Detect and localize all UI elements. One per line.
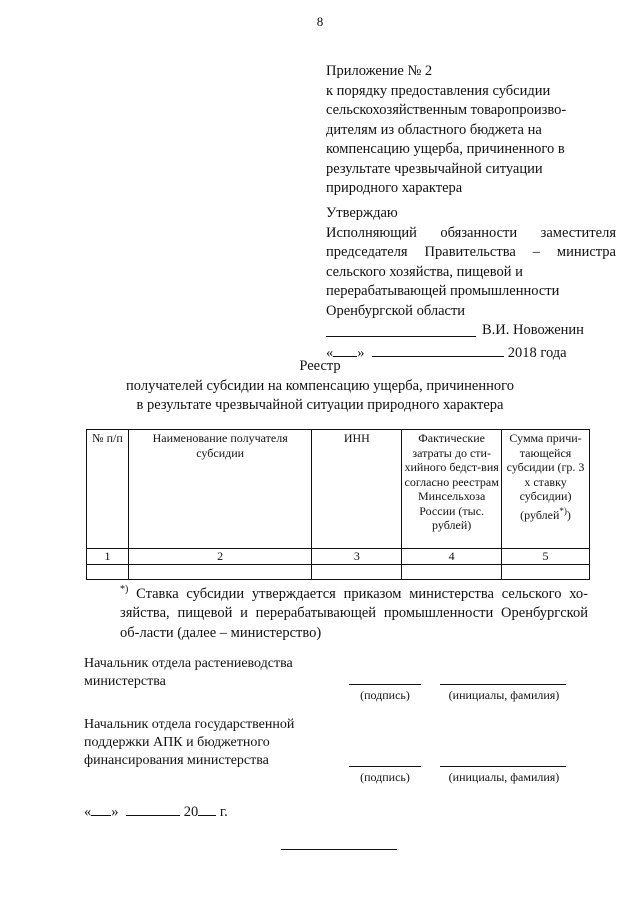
day-underline: [333, 341, 357, 357]
approval-line: Оренбургской области: [326, 302, 466, 319]
approval-signature-line: [326, 321, 616, 341]
year-underline: [198, 800, 216, 816]
register-title-block: [0, 357, 640, 416]
table-cell: [402, 564, 502, 579]
page-number: 8: [316, 14, 324, 29]
signature-title-line: министерства: [84, 674, 166, 689]
header-amount-close: ): [566, 507, 571, 522]
register-title: Реестр: [299, 358, 341, 374]
date-year: 2018 года: [507, 345, 567, 361]
column-number: 2: [128, 549, 312, 565]
annex-title: Приложение № 2: [326, 63, 433, 79]
approval-heading: Утверждаю: [326, 205, 398, 221]
table-cell: [87, 564, 129, 579]
header-name: Наименование получателя субсидии: [128, 430, 312, 549]
register-table: [86, 429, 590, 580]
annex-line: дителям из областного бюджета на: [326, 121, 542, 138]
signature-title-1: [84, 655, 344, 691]
table-cell: [128, 564, 312, 579]
signature-line: [349, 766, 421, 767]
annex-line: результате чрезвычайной ситуации: [326, 160, 543, 177]
table-column-numbers-row: [87, 549, 590, 565]
date-close-quote: »: [357, 345, 365, 361]
table-cell: [312, 564, 402, 579]
footnote-text: Ставка субсидии утверждается приказом министерства сельского хо-зяйства, пищевой и перерабатывающей промышленности Оренбургской об-ласти (далее – министерство): [120, 585, 588, 641]
signature-underline: [326, 321, 476, 337]
approval-block: [326, 204, 616, 361]
signature-caption: (подпись): [360, 770, 410, 784]
signatory-name: В.И. Новоженин: [482, 322, 584, 338]
table-empty-row: [87, 564, 590, 579]
column-number: 5: [502, 549, 590, 565]
date-century: 20: [183, 804, 199, 820]
signature-title-line: Начальник отдела государственной: [84, 717, 295, 732]
column-number: 3: [312, 549, 402, 565]
annex-line: природного характера: [326, 180, 463, 196]
header-inn: ИНН: [312, 430, 402, 549]
header-amount: [502, 430, 590, 549]
bottom-separator: [281, 849, 397, 850]
table-cell: [502, 564, 590, 579]
annex-line: к порядку предоставления субсидии: [326, 82, 551, 99]
annex-line: сельскохозяйственным товаропроизво-: [326, 102, 567, 118]
header-amount-text: Сумма причи-тающейся субсидии (гр. 3 х ставку субсидии) (рублей: [506, 431, 585, 522]
header-num: № п/п: [87, 430, 129, 549]
date-suffix: г.: [219, 804, 228, 820]
column-number: 1: [87, 549, 129, 565]
month-underline: [126, 800, 180, 816]
date-close-quote: »: [111, 804, 119, 820]
signature-title-line: финансирования министерства: [84, 753, 269, 768]
approval-line: перерабатывающей промышленности: [326, 283, 560, 299]
header-costs: Фактические затраты до сти-хийного бедст-вия согласно реестрам Минсельхоза России (тыс. рублей): [402, 430, 502, 549]
signature-line: [349, 684, 421, 685]
approval-line: Исполняющий обязанности заместителя: [326, 224, 616, 241]
register-subtitle: получателей субсидии на компенсацию ущерба, причиненного: [126, 377, 514, 394]
approval-line: сельского хозяйства, пищевой и: [326, 263, 523, 280]
signature-title-line: Начальник отдела растениеводства: [84, 656, 293, 671]
annex-line: компенсацию ущерба, причиненного в: [326, 141, 565, 157]
name-caption: (инициалы, фамилия): [448, 770, 560, 784]
signature-title-line: поддержки АПК и бюджетного: [84, 735, 270, 750]
signature-caption: (подпись): [360, 688, 410, 702]
table-header-row: [87, 430, 590, 549]
signature-title-2: [84, 716, 344, 770]
date-footer: [84, 800, 228, 821]
name-caption: (инициалы, фамилия): [448, 688, 560, 702]
annex-block: [326, 62, 616, 199]
name-line: [440, 766, 566, 767]
column-number: 4: [402, 549, 502, 565]
approval-line: председателя Правительства – министра: [326, 244, 616, 260]
date-open-quote: «: [326, 345, 334, 361]
month-underline: [372, 341, 504, 357]
date-open-quote: «: [84, 804, 92, 820]
day-underline: [91, 800, 111, 816]
register-subtitle: в результате чрезвычайной ситуации природного характера: [136, 397, 504, 413]
name-line: [440, 684, 566, 685]
header-amount-footnote-mark: *): [559, 505, 567, 516]
footnote: [120, 580, 588, 643]
footnote-mark: *): [120, 584, 129, 595]
